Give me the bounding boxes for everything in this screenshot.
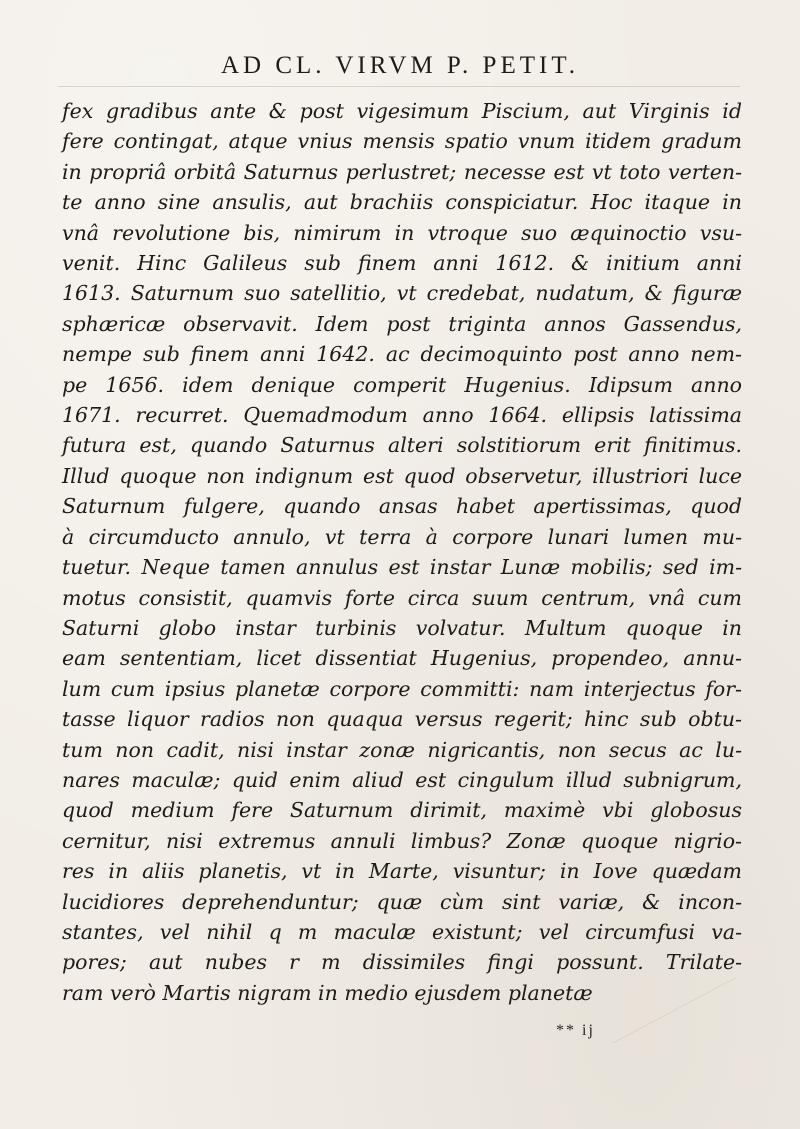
text-line: futura est, quando Saturnus alteri solstitiorum erit finitimus.: [62, 433, 742, 458]
text-line: nempe sub finem anni 1642. ac decimoquinto post anno nem-: [62, 342, 742, 367]
text-line: cernitur, nisi extremus annuli limbus? Zonæ quoque nigrio-: [62, 828, 742, 853]
text-line: venit. Hinc Galileus sub finem anni 1612. & initium anni: [62, 251, 742, 276]
text-line: quod medium fere Saturnum dirimit, maximè vbi globosus: [62, 798, 742, 823]
text-line: in propriâ orbitâ Saturnus perlustret; necesse est vt toto verten-: [62, 159, 742, 184]
text-line: fere contingat, atque vnius mensis spatio vnum itidem gradum: [62, 129, 742, 154]
text-line: sphæricæ observavit. Idem post triginta annos Gassendus,: [62, 311, 742, 336]
text-line: à circumducto annulo, vt terra à corpore lunari lumen mu-: [62, 524, 742, 549]
body-text: [62, 96, 742, 1008]
text-line: te anno sine ansulis, aut brachiis conspiciatur. Hoc itaque in: [62, 190, 742, 215]
running-head: AD CL. VIRVM P. PETIT.: [220, 52, 579, 79]
text-line: ram verò Martis nigram in medio ejusdem planetæ: [62, 980, 593, 1005]
text-line: lum cum ipsius planetæ corpore committi: nam interjectus for-: [62, 676, 742, 701]
text-line: vnâ revolutione bis, nimirum in vtroque suo æquinoctio vsu-: [62, 220, 742, 245]
text-line: fex gradibus ante & post vigesimum Piscium, aut Virginis id: [62, 99, 742, 123]
text-line: tasse liquor radios non quaqua versus regerit; hinc sub obtu-: [62, 707, 742, 732]
text-line: 1613. Saturnum suo satellitio, vt credebat, nudatum, & figuræ: [62, 281, 742, 306]
text-line: res in aliis planetis, vt in Marte, visuntur; in Iove quædam: [62, 859, 742, 884]
text-line: Saturni globo instar turbinis volvatur. Multum quoque in: [62, 615, 742, 640]
text-line: nares maculæ; quid enim aliud est cingulum illud subnigrum,: [62, 767, 742, 792]
text-line: eam sententiam, licet dissentiat Hugenius, propendeo, annu-: [62, 646, 742, 671]
text-line: Saturnum fulgere, quando ansas habet apertissimas, quod: [62, 494, 742, 519]
text-line: pores; aut nubes r m dissimiles fingi possunt. Trilate-: [62, 950, 742, 975]
text-line: tum non cadit, nisi instar zonæ nigricantis, non secus ac lu-: [62, 737, 742, 762]
header-rule: [58, 86, 740, 87]
signature-mark: ** ij: [556, 1022, 595, 1039]
text-line: 1671. recurret. Quemadmodum anno 1664. ellipsis latissima: [62, 403, 742, 428]
text-line: Illud quoque non indignum est quod observetur, illustriori luce: [62, 463, 742, 488]
text-line: lucidiores deprehenduntur; quæ cùm sint variæ, & incon-: [62, 889, 742, 914]
text-line: tuetur. Neque tamen annulus est instar Lunæ mobilis; sed im-: [62, 555, 742, 580]
text-line: motus consistit, quamvis forte circa suum centrum, vnâ cum: [62, 585, 742, 610]
text-line: pe 1656. idem denique comperit Hugenius. Idipsum anno: [62, 372, 742, 397]
text-line: stantes, vel nihil q m maculæ existunt; vel circumfusi va-: [62, 919, 742, 944]
